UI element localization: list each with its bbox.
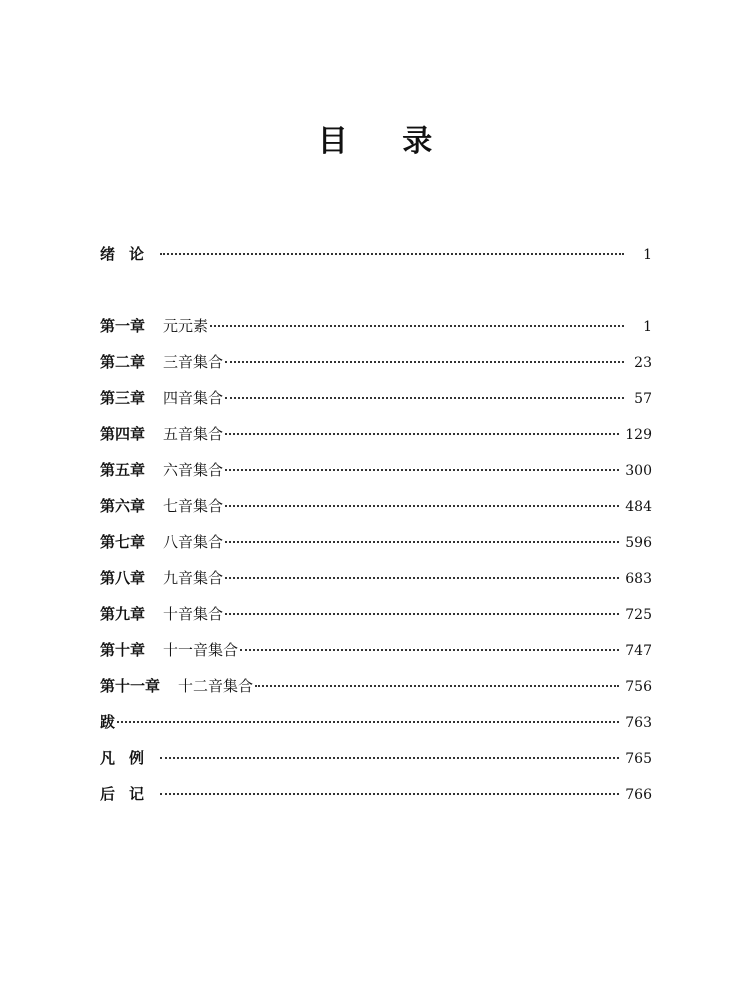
toc-entry-chapter-10[interactable] (100, 638, 652, 662)
toc-chapter-label: 第十一章 (100, 677, 161, 695)
toc-chapter-title: 四音集合 (163, 389, 224, 407)
toc-page-number: 23 (634, 355, 652, 371)
toc-chapter-title: 十一音集合 (163, 641, 239, 659)
toc-chapter-title: 六音集合 (163, 461, 224, 479)
toc-page-number: 596 (625, 535, 652, 551)
dot-leader (225, 613, 619, 615)
toc-page-number: 683 (625, 571, 652, 587)
toc-page-number: 763 (625, 715, 652, 731)
dot-leader (117, 721, 619, 723)
dot-leader (225, 541, 619, 543)
toc-chapter-title: 三音集合 (163, 353, 224, 371)
dot-leader (210, 325, 624, 327)
toc-entry-chapter-6[interactable] (100, 494, 652, 518)
toc-page-number: 129 (625, 427, 652, 443)
toc-page-number: 756 (625, 679, 652, 695)
toc-chapter-label: 第八章 (100, 569, 146, 587)
toc-chapter-title: 元元素 (163, 317, 209, 335)
toc-chapter-label: 凡例 (100, 749, 159, 767)
toc-entry-postscript-ba[interactable] (100, 710, 652, 734)
toc-chapter-label: 第十章 (100, 641, 146, 659)
dot-leader (225, 433, 619, 435)
toc-chapter-title: 十二音集合 (178, 677, 254, 695)
dot-leader (225, 505, 619, 507)
toc-entry-notes[interactable] (100, 746, 652, 770)
toc-page-number: 300 (625, 463, 652, 479)
toc-chapter-title: 七音集合 (163, 497, 224, 515)
toc-entry-afterword[interactable] (100, 782, 652, 806)
dot-leader (160, 793, 619, 795)
toc-chapter-label: 第五章 (100, 461, 146, 479)
toc-entry-chapter-7[interactable] (100, 530, 652, 554)
dot-leader (255, 685, 619, 687)
toc-chapter-title: 九音集合 (163, 569, 224, 587)
toc-chapter-label: 后记 (100, 785, 159, 803)
toc-chapter-label: 绪论 (100, 245, 159, 263)
toc-chapter-label: 第六章 (100, 497, 146, 515)
toc-page-number: 766 (625, 787, 652, 803)
toc-chapter-label: 第二章 (100, 353, 146, 371)
dot-leader (240, 649, 619, 651)
toc-chapter-title: 十音集合 (163, 605, 224, 623)
toc-entry-chapter-11[interactable] (100, 674, 652, 698)
toc-entry-chapter-4[interactable] (100, 422, 652, 446)
toc-chapter-label: 第三章 (100, 389, 146, 407)
toc-chapter-title: 八音集合 (163, 533, 224, 551)
toc-chapter-label: 第一章 (100, 317, 146, 335)
dot-leader (160, 757, 619, 759)
dot-leader (160, 253, 624, 255)
toc-entry-intro[interactable] (100, 242, 652, 266)
dot-leader (225, 469, 619, 471)
toc-chapter-label: 第四章 (100, 425, 146, 443)
toc-chapter-label: 第九章 (100, 605, 146, 623)
dot-leader (225, 577, 619, 579)
toc-entry-chapter-8[interactable] (100, 566, 652, 590)
toc-page-number: 747 (625, 643, 652, 659)
toc-page-number: 765 (625, 751, 652, 767)
toc-page-number: 484 (625, 499, 652, 515)
toc-chapter-label: 跋 (100, 713, 116, 731)
toc-entry-chapter-5[interactable] (100, 458, 652, 482)
dot-leader (225, 397, 624, 399)
toc-page-number: 725 (625, 607, 652, 623)
toc-entry-chapter-2[interactable] (100, 350, 652, 374)
toc-chapter-label: 第七章 (100, 533, 146, 551)
toc-chapter-title: 五音集合 (163, 425, 224, 443)
page-title: 目 录 (317, 124, 455, 159)
dot-leader (225, 361, 624, 363)
toc-entry-chapter-9[interactable] (100, 602, 652, 626)
toc-entry-chapter-1[interactable] (100, 314, 652, 338)
toc-entry-chapter-3[interactable] (100, 386, 652, 410)
toc-page-number: 1 (643, 247, 652, 263)
toc-page-number: 57 (634, 391, 652, 407)
toc-page-number: 1 (643, 319, 652, 335)
